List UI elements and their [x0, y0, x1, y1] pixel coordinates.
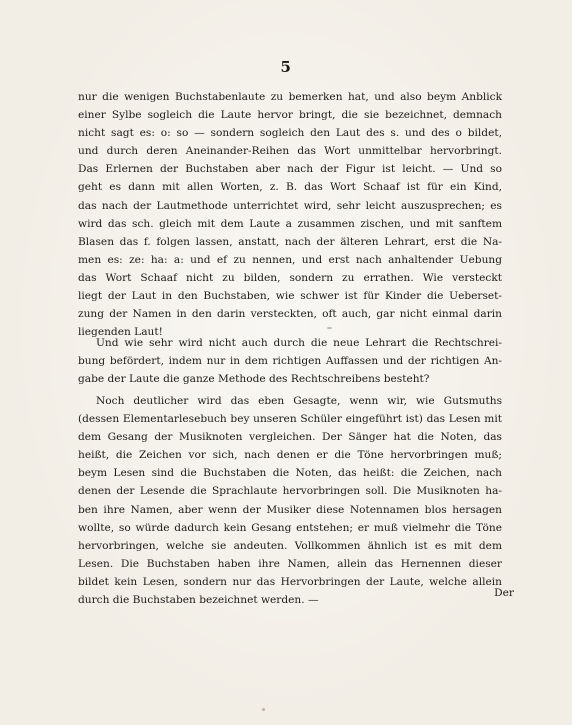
text-line: heißt, die Zeichen vor sich, nach denen er die Töne hervorbringen muß;	[78, 449, 502, 462]
text-line: bung befördert, indem nur in dem richtigen Auffassen und der richtigen An-	[78, 355, 502, 368]
text-line: gabe der Laute die ganze Methode des Rechtschreibens besteht?	[78, 373, 430, 386]
text-line: einer Sylbe sogleich die Laute hervor bringt, die sie bezeichnet, demnach	[78, 109, 502, 122]
text-line: das nach der Lautmethode unterrichtet wird, sehr leicht auszusprechen; es	[78, 199, 502, 212]
paper-speck	[327, 327, 332, 329]
text-line: dem Gesang der Musiknoten vergleichen. Der Sänger hat die Noten, das	[78, 431, 502, 444]
paragraph-1	[78, 88, 502, 341]
text-line: geht es dann mit allen Worten, z. B. das Wort Schaaf ist für ein Kind,	[78, 181, 502, 194]
text-line: Lesen. Die Buchstaben haben ihre Namen, allein das Hernennen dieser	[78, 557, 502, 570]
page-number: 5	[280, 58, 292, 76]
text-line: beym Lesen sind die Buchstaben die Noten, das heißt: die Zeichen, nach	[78, 467, 502, 480]
paragraph-3	[78, 392, 502, 609]
paper-speck	[262, 708, 265, 711]
text-line: das Wort Schaaf nicht zu bilden, sondern zu errathen. Wie versteckt	[78, 271, 502, 284]
text-line: (dessen Elementarlesebuch bey unseren Schüler eingeführt ist) das Lesen mit	[78, 413, 502, 426]
text-line: Noch deutlicher wird das eben Gesagte, wenn wir, wie Gutsmuths	[96, 395, 502, 407]
text-line: zung der Namen in den darin versteckten, oft auch, gar nicht einmal darin	[78, 308, 502, 321]
text-line: durch die Buchstaben bezeichnet werden. —	[78, 594, 319, 607]
text-line: liegenden Laut!	[78, 326, 163, 339]
text-line: wollte, so würde dadurch kein Gesang entstehen; er muß vielmehr die Töne	[78, 521, 502, 534]
text-line: Das Erlernen der Buchstaben aber nach der Figur ist leicht. — Und so	[78, 163, 502, 176]
catchword: Der	[494, 587, 514, 599]
text-line: nicht sagt es: o: so — sondern sogleich den Laut des s. und des o bildet,	[78, 127, 502, 140]
text-line: und durch deren Aneinander-Reihen das Wort unmittelbar hervorbringt.	[78, 145, 502, 158]
text-line: bildet kein Lesen, sondern nur das Hervorbringen der Laute, welche allein	[78, 575, 502, 588]
text-line: nur die wenigen Buchstabenlaute zu bemerken hat, und also beym Anblick	[78, 91, 502, 103]
text-line: wird das sch. gleich mit dem Laute a zusammen zischen, und mit sanftem	[78, 217, 502, 230]
text-line: denen der Lesende die Sprachlaute hervorbringen soll. Die Musiknoten ha-	[78, 485, 502, 498]
paragraph-2	[78, 334, 502, 388]
text-line: Blasen das f. folgen lassen, anstatt, nach der älteren Lehrart, erst die Na-	[78, 235, 502, 248]
text-line: hervorbringen, welche sie andeuten. Vollkommen ähnlich ist es mit dem	[78, 539, 502, 552]
text-line: Und wie sehr wird nicht auch durch die neue Lehrart die Rechtschrei-	[96, 337, 502, 349]
text-line: ben ihre Namen, aber wenn der Musiker diese Notennamen blos hersagen	[78, 503, 502, 516]
text-line: men es: ze: ha: a: und ef zu nennen, und erst nach anhaltender Uebung	[78, 253, 502, 266]
text-line: liegt der Laut in den Buchstaben, wie schwer ist für Kinder die Ueberset-	[78, 290, 502, 303]
